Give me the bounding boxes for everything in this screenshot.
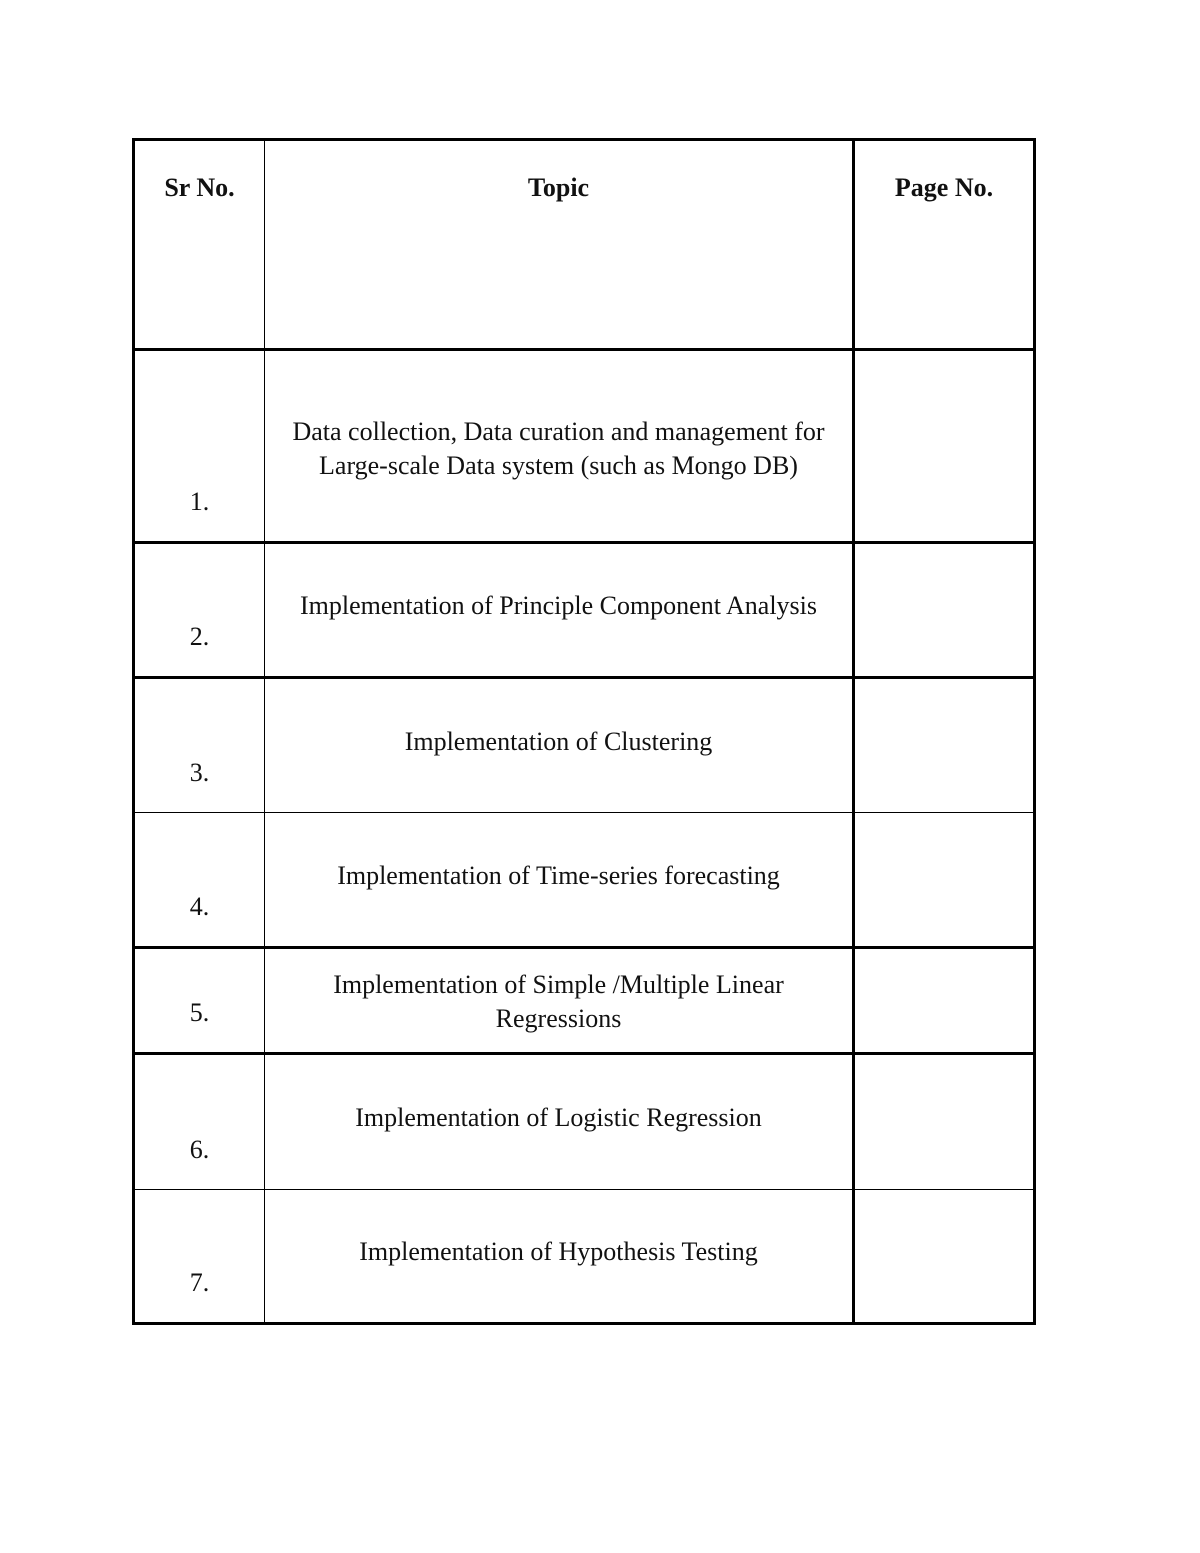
table-row — [134, 543, 1035, 678]
table-header-row — [134, 140, 1035, 350]
sr-no-cell: 2. — [134, 543, 265, 678]
topic-cell: Implementation of Logistic Regression — [265, 1054, 854, 1190]
topic-cell: Implementation of Simple /Multiple Linear Regressions — [265, 948, 854, 1054]
page-no-cell — [854, 948, 1035, 1054]
page-no-cell — [854, 813, 1035, 948]
page-no-cell — [854, 1054, 1035, 1190]
index-table — [132, 138, 1036, 1325]
topic-cell: Implementation of Principle Component Analysis — [265, 543, 854, 678]
sr-no-cell: 3. — [134, 678, 265, 813]
table-row — [134, 813, 1035, 948]
topic-cell: Implementation of Time-series forecasting — [265, 813, 854, 948]
page-no-cell — [854, 350, 1035, 543]
table-row — [134, 1190, 1035, 1324]
table-row — [134, 1054, 1035, 1190]
header-topic: Topic — [265, 140, 854, 350]
sr-no-cell: 1. — [134, 350, 265, 543]
sr-no-cell: 6. — [134, 1054, 265, 1190]
sr-no-cell: 7. — [134, 1190, 265, 1324]
table-row — [134, 350, 1035, 543]
sr-no-cell: 4. — [134, 813, 265, 948]
sr-no-cell: 5. — [134, 948, 265, 1054]
table-row — [134, 948, 1035, 1054]
page-no-cell — [854, 543, 1035, 678]
table-row — [134, 678, 1035, 813]
topic-cell: Implementation of Hypothesis Testing — [265, 1190, 854, 1324]
topic-cell: Data collection, Data curation and management for Large-scale Data system (such as Mongo DB) — [265, 350, 854, 543]
page-no-cell — [854, 1190, 1035, 1324]
header-sr-no: Sr No. — [134, 140, 265, 350]
page-no-cell — [854, 678, 1035, 813]
header-page-no: Page No. — [854, 140, 1035, 350]
topic-cell: Implementation of Clustering — [265, 678, 854, 813]
